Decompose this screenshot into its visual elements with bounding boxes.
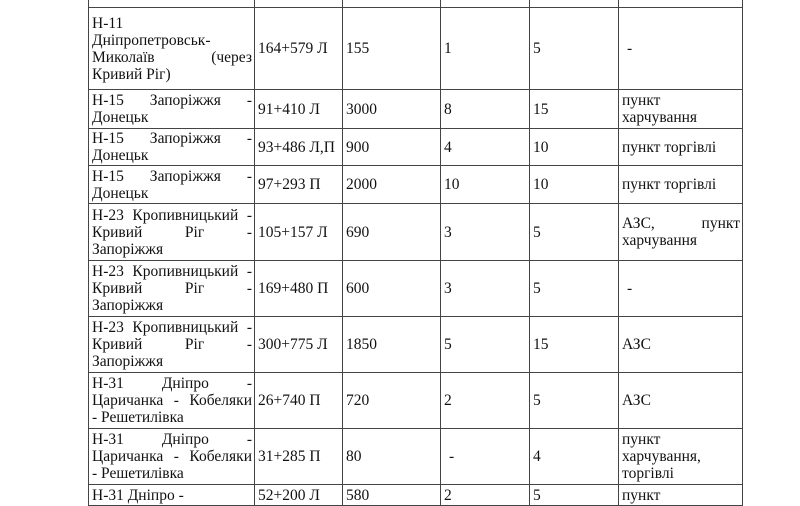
services-cell	[619, 429, 743, 485]
parking-count-cell: 10	[441, 166, 530, 204]
services-line: АЗС	[622, 392, 651, 409]
road-name-line: Запоріжжя	[92, 240, 164, 258]
road-name-line: Запоріжжя	[92, 297, 164, 314]
km-cell: 52+200 Л	[255, 485, 343, 506]
area-cell: 580	[343, 485, 441, 506]
table-row	[89, 317, 743, 373]
services-cell	[619, 317, 743, 373]
road-name-line: Донецьк	[92, 184, 149, 202]
parking-count-cell: 8	[441, 90, 530, 129]
road-name-line: Миколаїв (через	[92, 48, 252, 66]
road-name-line: Н-23 Кропивницький -	[92, 319, 252, 336]
parking-count-cell: 3	[441, 204, 530, 261]
km-cell: 300+775 Л	[255, 317, 343, 373]
services-cell	[619, 129, 743, 166]
area-cell: 2000	[343, 166, 441, 204]
km-cell: 26+740 П	[255, 373, 343, 429]
road-name-line: - Решетилівка	[92, 465, 184, 482]
road-name-line: Н-15 Запоріжжя -	[92, 130, 252, 147]
services-line: харчування,	[622, 448, 701, 465]
area-cell: 720	[343, 373, 441, 429]
services-line: пункт	[622, 431, 661, 448]
road-cell	[89, 166, 255, 204]
km-cell: 169+480 П	[255, 261, 343, 317]
area-cell: 690	[343, 204, 441, 261]
road-cell	[89, 261, 255, 317]
capacity-cell: 10	[530, 166, 619, 204]
parking-count-cell: 1	[441, 8, 530, 90]
km-cell: 97+293 П	[255, 166, 343, 204]
road-cell	[89, 129, 255, 166]
road-cell	[89, 8, 255, 90]
services-line: торгівлі	[622, 465, 674, 482]
road-cell	[89, 373, 255, 429]
capacity-cell: 15	[530, 90, 619, 129]
road-name-line: Н-31 Дніпро -	[92, 375, 252, 392]
road-name-line: Н-15 Запоріжжя -	[92, 167, 252, 185]
area-cell: 600	[343, 261, 441, 317]
services-cell	[619, 204, 743, 261]
services-line: -	[627, 40, 633, 57]
table-row	[89, 429, 743, 485]
capacity-cell: 15	[530, 317, 619, 373]
services-cell	[619, 90, 743, 129]
table-row	[89, 8, 743, 90]
road-name-line: Дніпропетровськ-	[92, 31, 211, 49]
road-name-line: - Решетилівка	[92, 409, 184, 426]
table-row	[89, 485, 743, 506]
services-cell	[619, 485, 743, 506]
area-cell: 3000	[343, 90, 441, 129]
rest-areas-table	[88, 0, 743, 506]
table-row	[89, 90, 743, 129]
services-cell	[619, 166, 743, 204]
capacity-cell: 5	[530, 8, 619, 90]
table-row	[89, 373, 743, 429]
services-line: -	[627, 280, 633, 297]
capacity-cell: 10	[530, 129, 619, 166]
road-name-line: Кривий Ріг -	[92, 223, 252, 241]
table-row	[89, 204, 743, 261]
km-cell: 164+579 Л	[255, 8, 343, 90]
table-row-partial	[89, 0, 743, 8]
road-cell	[89, 204, 255, 261]
table-body	[89, 0, 743, 506]
road-cell	[89, 485, 255, 506]
services-line: пункт торгівлі	[622, 176, 717, 193]
road-name-line: Н-23 Кропивницький -	[92, 263, 252, 280]
capacity-cell: 5	[530, 485, 619, 506]
road-name-line: Кривий Ріг -	[92, 336, 252, 353]
road-name-line: Н-15 Запоріжжя -	[92, 92, 252, 109]
services-line: АЗС, пункт	[622, 215, 740, 232]
services-line: пункт торгівлі	[622, 138, 717, 156]
road-name-line: Царичанка - Кобеляки	[92, 392, 252, 409]
services-line: пункт	[622, 486, 661, 504]
km-cell: 93+486 Л,П	[255, 129, 343, 166]
road-name-line: Донецьк	[92, 109, 149, 126]
capacity-cell: 5	[530, 204, 619, 261]
area-cell: 155	[343, 8, 441, 90]
services-cell	[619, 8, 743, 90]
road-cell	[89, 429, 255, 485]
services-line: пункт	[622, 92, 661, 109]
services-line: АЗС	[622, 336, 651, 353]
services-line: харчування	[622, 232, 698, 249]
area-cell: 1850	[343, 317, 441, 373]
parking-count-cell: 3	[441, 261, 530, 317]
road-name-line: Запоріжжя	[92, 353, 164, 370]
table-row	[89, 129, 743, 166]
table-row	[89, 261, 743, 317]
capacity-cell: 5	[530, 261, 619, 317]
km-cell: 91+410 Л	[255, 90, 343, 129]
area-cell: 900	[343, 129, 441, 166]
capacity-cell: 4	[530, 429, 619, 485]
parking-count-cell: 2	[441, 373, 530, 429]
parking-count-cell: 4	[441, 129, 530, 166]
area-cell: 80	[343, 429, 441, 485]
road-name-line: Донецьк	[92, 147, 149, 164]
services-cell	[619, 373, 743, 429]
road-name-line: Н-31 Дніпро -	[92, 486, 184, 504]
parking-count-cell: -	[441, 429, 530, 485]
services-cell	[619, 261, 743, 317]
services-line: харчування	[622, 109, 698, 126]
road-name-line: Кривий Ріг)	[92, 65, 171, 83]
table-row	[89, 166, 743, 204]
road-name-line: Кривий Ріг -	[92, 280, 252, 297]
road-cell	[89, 90, 255, 129]
road-name-line: Н-11	[92, 14, 124, 32]
capacity-cell: 5	[530, 373, 619, 429]
km-cell: 31+285 П	[255, 429, 343, 485]
road-name-line: Царичанка - Кобеляки	[92, 448, 252, 465]
road-name-line: Н-31 Дніпро -	[92, 431, 252, 448]
road-name-line: Н-23 Кропивницький -	[92, 206, 252, 224]
parking-count-cell: 5	[441, 317, 530, 373]
km-cell: 105+157 Л	[255, 204, 343, 261]
parking-count-cell: 2	[441, 485, 530, 506]
road-cell	[89, 317, 255, 373]
